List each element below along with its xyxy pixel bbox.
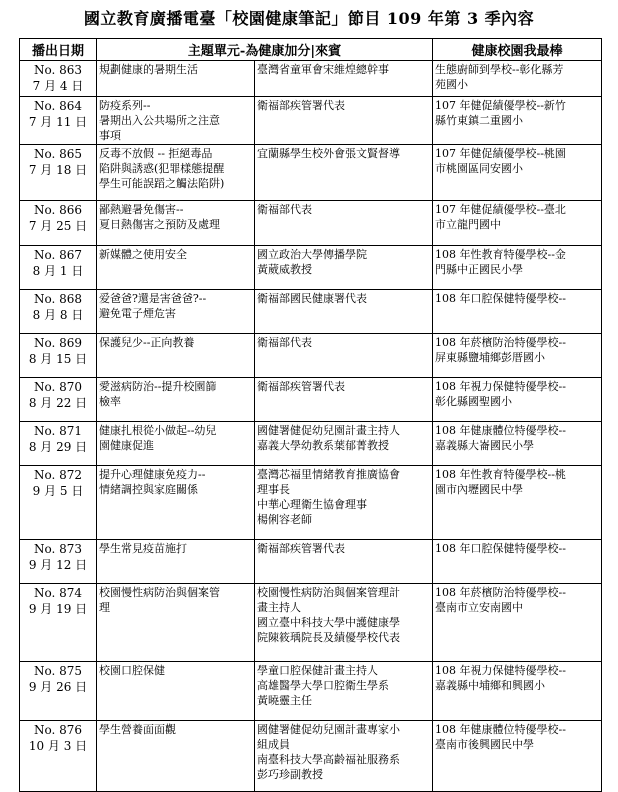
episode-number: No. 869 [33, 336, 83, 350]
school-line: 嘉義縣大崙國民小學 [435, 439, 534, 452]
episode-number: No. 875 [33, 664, 83, 678]
topic-line: 校園慢性病防治與個案管 [99, 586, 220, 599]
table-row [20, 584, 602, 662]
guest-line: 衛福部疾管署代表 [257, 99, 345, 112]
guest-line: 衛福部代表 [257, 336, 312, 349]
school-cell [433, 466, 602, 540]
guest-line: 南臺科技大學高齡福祉服務系 [257, 753, 400, 766]
guest-cell [255, 540, 433, 584]
topic-cell [97, 422, 255, 466]
broadcast-date: 10 月 3 日 [28, 739, 88, 753]
page-title: 國立教育廣播電臺「校園健康筆記」節目 109 年第 3 季內容 [83, 9, 535, 28]
guest-cell [255, 97, 433, 145]
broadcast-date: 8 月 1 日 [32, 264, 84, 278]
guest-cell [255, 466, 433, 540]
guest-line: 組成員 [257, 738, 290, 751]
broadcast-date: 7 月 18 日 [28, 163, 88, 177]
topic-line: 規劃健康的暑期生活 [99, 63, 198, 76]
guest-line: 彭巧珍副教授 [257, 768, 323, 781]
topic-line: 園健康促進 [99, 439, 154, 452]
school-cell [433, 662, 602, 721]
topic-cell [97, 201, 255, 246]
topic-line: 暑期出入公共場所之注意 [99, 114, 220, 127]
broadcast-date: 9 月 5 日 [32, 484, 84, 498]
broadcast-date-cell [20, 290, 97, 334]
topic-line: 防疫系列-- [99, 99, 151, 112]
school-line: 屏東縣鹽埔鄉彭厝國小 [435, 351, 545, 364]
guest-line: 衛福部疾管署代表 [257, 542, 345, 555]
episode-number: No. 866 [33, 203, 83, 217]
table-row [20, 61, 602, 97]
guest-line: 國健署健促幼兒園計畫主持人 [257, 424, 400, 437]
guest-cell [255, 201, 433, 246]
header-date: 播出日期 [20, 39, 97, 61]
school-cell [433, 540, 602, 584]
school-cell [433, 334, 602, 378]
guest-cell [255, 290, 433, 334]
broadcast-date: 9 月 26 日 [28, 680, 88, 694]
broadcast-date-cell [20, 61, 97, 97]
broadcast-date: 8 月 22 日 [28, 396, 88, 410]
broadcast-date-cell [20, 662, 97, 721]
guest-line: 高雄醫學大學口腔衛生學系 [257, 679, 389, 692]
guest-line: 臺灣省童軍會宋維煌總幹事 [257, 63, 389, 76]
broadcast-date-cell [20, 201, 97, 246]
topic-line: 夏日熱傷害之預防及處理 [99, 218, 220, 231]
table-row [20, 721, 602, 792]
guest-line: 國立政治大學傳播學院 [257, 248, 367, 261]
topic-line: 檢率 [99, 395, 121, 408]
school-line: 108 年健康體位特優學校-- [435, 424, 566, 437]
school-line: 苑國小 [435, 78, 468, 91]
schedule-table [19, 38, 602, 792]
broadcast-date: 8 月 29 日 [28, 440, 88, 454]
topic-line: 健康扎根從小做起--幼兒 [99, 424, 217, 437]
broadcast-date: 8 月 8 日 [32, 308, 84, 322]
episode-number: No. 876 [33, 723, 83, 737]
table-row [20, 246, 602, 290]
header-guest: 來賓 [315, 44, 342, 59]
guest-line: 臺灣芯福里情緒教育推廣協會 [257, 468, 400, 481]
episode-number: No. 872 [33, 468, 83, 482]
broadcast-date-cell [20, 584, 97, 662]
broadcast-date-cell [20, 540, 97, 584]
guest-cell [255, 61, 433, 97]
broadcast-date: 7 月 4 日 [32, 79, 84, 93]
guest-line: 學童口腔保健計畫主持人 [257, 664, 378, 677]
broadcast-date: 7 月 25 日 [28, 219, 88, 233]
school-cell [433, 422, 602, 466]
guest-line: 宜蘭縣學生校外會張文賢督導 [257, 147, 400, 160]
broadcast-date-cell [20, 145, 97, 201]
school-line: 108 年性教育特優學校--金 [435, 248, 566, 261]
table-row [20, 422, 602, 466]
guest-cell [255, 378, 433, 422]
episode-number: No. 864 [33, 99, 83, 113]
guest-line: 校園慢性病防治與個案管理計 [257, 586, 400, 599]
table-row [20, 97, 602, 145]
school-cell [433, 145, 602, 201]
school-line: 臺南市後興國民中學 [435, 738, 534, 751]
school-line: 門縣中正國民小學 [435, 263, 523, 276]
topic-cell [97, 97, 255, 145]
broadcast-date-cell [20, 334, 97, 378]
topic-line: 事項 [99, 129, 121, 142]
header-topic: 主題單元-為健康加分 [187, 44, 311, 59]
topic-line: 鄙熱避暑免傷害-- [99, 203, 184, 216]
school-line: 108 年口腔保健特優學校-- [435, 542, 566, 555]
topic-cell [97, 334, 255, 378]
topic-cell [97, 662, 255, 721]
topic-cell [97, 721, 255, 792]
school-line: 108 年健康體位特優學校-- [435, 723, 566, 736]
guest-line: 畫主持人 [257, 601, 301, 614]
topic-cell [97, 61, 255, 97]
topic-line: 學生營養面面觀 [99, 723, 176, 736]
guest-line: 理事長 [257, 483, 290, 496]
school-line: 108 年性教育特優學校--桃 [435, 468, 566, 481]
table-row [20, 540, 602, 584]
topic-line: 情緒調控與家庭關係 [99, 483, 198, 496]
broadcast-date: 9 月 19 日 [28, 602, 88, 616]
episode-number: No. 874 [33, 586, 83, 600]
header-school: 健康校園我最棒 [433, 39, 602, 61]
table-row [20, 466, 602, 540]
broadcast-date-cell [20, 378, 97, 422]
guest-line: 黃葳威教授 [257, 263, 312, 276]
school-line: 108 年視力保健特優學校-- [435, 380, 566, 393]
table-row [20, 290, 602, 334]
topic-line: 學生可能誤蹈之觸法陷阱) [99, 177, 225, 190]
broadcast-date-cell [20, 97, 97, 145]
episode-number: No. 870 [33, 380, 83, 394]
school-line: 107 年健促績優學校--桃園 [435, 147, 566, 160]
episode-number: No. 863 [33, 63, 83, 77]
header-topic-guest: 主題單元-為健康加分|來賓 [97, 39, 433, 61]
guest-cell [255, 246, 433, 290]
broadcast-date-cell [20, 246, 97, 290]
school-line: 108 年菸檳防治特優學校-- [435, 336, 566, 349]
topic-line: 校園口腔保健 [99, 664, 165, 677]
school-line: 108 年視力保健特優學校-- [435, 664, 566, 677]
episode-number: No. 873 [33, 542, 83, 556]
episode-number: No. 871 [33, 424, 83, 438]
school-cell [433, 290, 602, 334]
school-cell [433, 584, 602, 662]
guest-cell [255, 334, 433, 378]
table-row [20, 201, 602, 246]
guest-cell [255, 662, 433, 721]
topic-cell [97, 584, 255, 662]
school-line: 108 年口腔保健特優學校-- [435, 292, 566, 305]
school-cell [433, 721, 602, 792]
topic-cell [97, 540, 255, 584]
guest-cell [255, 721, 433, 792]
school-line: 107 年健促績優學校--臺北 [435, 203, 566, 216]
school-cell [433, 201, 602, 246]
guest-cell [255, 422, 433, 466]
table-row [20, 334, 602, 378]
table-row [20, 145, 602, 201]
school-line: 縣竹東鎮二重國小 [435, 114, 523, 127]
guest-line: 楊俐容老師 [257, 513, 312, 526]
topic-line: 陷阱與誘惑(犯罪樣態提醒 [99, 162, 225, 175]
table-row [20, 662, 602, 721]
guest-line: 衛福部代表 [257, 203, 312, 216]
school-line: 嘉義縣中埔鄉和興國小 [435, 679, 545, 692]
broadcast-date: 8 月 15 日 [28, 352, 88, 366]
school-line: 生態廚師到學校--彰化縣芳 [435, 63, 564, 76]
broadcast-date: 7 月 11 日 [28, 115, 88, 129]
topic-line: 愛滋病防治--提升校園篩 [99, 380, 217, 393]
topic-line: 學生常見疫苗施打 [99, 542, 187, 555]
topic-cell [97, 246, 255, 290]
guest-line: 衛福部疾管署代表 [257, 380, 345, 393]
topic-line: 新媒體之使用安全 [99, 248, 187, 261]
guest-line: 黃曉靈主任 [257, 694, 312, 707]
topic-line: 反毒不放假 -- 拒絕毒品 [99, 147, 213, 160]
school-cell [433, 61, 602, 97]
broadcast-date-cell [20, 466, 97, 540]
topic-line: 保護兒少--正向教養 [99, 336, 195, 349]
episode-number: No. 867 [33, 248, 83, 262]
guest-line: 衛福部國民健康署代表 [257, 292, 367, 305]
topic-cell [97, 466, 255, 540]
episode-number: No. 868 [33, 292, 83, 306]
episode-number: No. 865 [33, 147, 83, 161]
school-line: 108 年菸檳防治特優學校-- [435, 586, 566, 599]
guest-line: 嘉義大學幼教系葉郁菁教授 [257, 439, 389, 452]
topic-cell [97, 378, 255, 422]
guest-line: 國立臺中科技大學中護健康學 [257, 616, 400, 629]
school-line: 園市內壢國民中學 [435, 483, 523, 496]
school-line: 107 年健促績優學校--新竹 [435, 99, 566, 112]
topic-cell [97, 145, 255, 201]
broadcast-date-cell [20, 422, 97, 466]
topic-line: 避免電子煙危害 [99, 307, 176, 320]
school-line: 彰化縣國聖國小 [435, 395, 512, 408]
broadcast-date-cell [20, 721, 97, 792]
guest-cell [255, 145, 433, 201]
broadcast-date: 9 月 12 日 [28, 558, 88, 572]
topic-cell [97, 290, 255, 334]
guest-line: 中華心理衛生協會理事 [257, 498, 367, 511]
school-line: 市桃園區同安國小 [435, 162, 523, 175]
table-row [20, 378, 602, 422]
school-cell [433, 246, 602, 290]
school-cell [433, 97, 602, 145]
school-cell [433, 378, 602, 422]
school-line: 臺南市立安南國中 [435, 601, 523, 614]
header-row [20, 39, 602, 61]
topic-line: 理 [99, 601, 110, 614]
school-line: 市立龍門國中 [435, 218, 501, 231]
guest-cell [255, 584, 433, 662]
guest-line: 院陳筱瑀院長及績優學校代表 [257, 631, 400, 644]
topic-line: 提升心理健康免疫力-- [99, 468, 206, 481]
guest-line: 國健署健促幼兒園計畫專家小 [257, 723, 400, 736]
topic-line: 爱爸爸?還是害爸爸?-- [99, 292, 207, 305]
